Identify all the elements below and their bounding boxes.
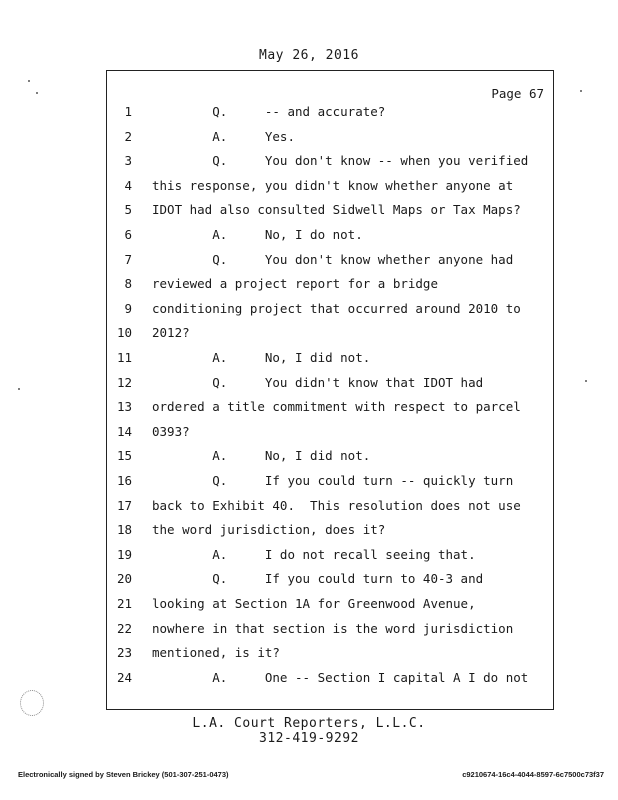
line-text: Q. You don't know -- when you verified — [152, 153, 529, 169]
line-text: the word jurisdiction, does it? — [152, 522, 386, 538]
line-text: A. Yes. — [152, 128, 295, 144]
line-text: Q. If you could turn -- quickly turn — [152, 473, 514, 488]
line-text: Q. -- and accurate? — [152, 104, 386, 119]
line-text: 0393? — [152, 423, 190, 439]
line-number: 11 — [116, 350, 132, 365]
transcript-line — [0, 301, 618, 325]
line-number: 5 — [124, 202, 132, 218]
transcript-line — [0, 596, 618, 620]
document-id: c9210674-16c4-4044-8597-6c7500c73f37 — [462, 770, 604, 779]
reporter-phone: 312-419-9292 — [259, 731, 359, 746]
line-text: A. I do not recall seeing that. — [152, 546, 476, 562]
line-number: 18 — [116, 522, 132, 538]
line-text: this response, you didn't know whether anyone at — [152, 177, 514, 193]
line-text: back to Exhibit 40. This resolution does not use — [152, 497, 521, 513]
line-number: 2 — [124, 128, 132, 144]
transcript-line — [0, 129, 618, 153]
line-text: A. No, I did not. — [152, 350, 371, 365]
transcript-line — [0, 621, 618, 645]
line-text: mentioned, is it? — [152, 645, 280, 661]
transcript-line — [0, 153, 618, 177]
line-number: 17 — [116, 497, 132, 513]
transcript-line — [0, 571, 618, 595]
line-text: conditioning project that occurred around 2010 to — [152, 300, 521, 316]
line-number: 3 — [124, 153, 132, 169]
transcript-line — [0, 375, 618, 399]
page-number: Page 67 — [491, 86, 544, 101]
transcript-line — [0, 522, 618, 546]
line-number: 14 — [116, 423, 132, 439]
line-text: A. No, I did not. — [152, 448, 371, 464]
line-number: 7 — [124, 251, 132, 267]
scan-speck — [585, 380, 587, 382]
line-number: 10 — [116, 325, 132, 341]
transcript-line — [0, 178, 618, 202]
line-text: A. One -- Section I capital A I do not — [152, 669, 529, 685]
line-number: 15 — [116, 448, 132, 464]
scan-speck — [36, 92, 38, 94]
transcript-line — [0, 276, 618, 300]
transcript-line — [0, 498, 618, 522]
line-number: 16 — [116, 473, 132, 488]
line-text: Q. You don't know whether anyone had — [152, 251, 514, 267]
transcript-line — [0, 424, 618, 448]
line-number: 22 — [116, 620, 132, 636]
line-number: 23 — [116, 645, 132, 661]
line-text: Q. You didn't know that IDOT had — [152, 374, 484, 390]
line-number: 1 — [124, 104, 132, 119]
transcript-line — [0, 202, 618, 226]
line-text: A. No, I do not. — [152, 227, 363, 242]
line-number: 24 — [116, 669, 132, 685]
line-number: 6 — [124, 227, 132, 242]
line-number: 4 — [124, 177, 132, 193]
electronic-signature: Electronically signed by Steven Brickey (501-307-251-0473) — [18, 770, 229, 779]
line-number: 8 — [124, 276, 132, 292]
transcript-line — [0, 645, 618, 669]
transcript-line — [0, 227, 618, 251]
transcript-line — [0, 547, 618, 571]
line-number: 21 — [116, 596, 132, 611]
transcript-line — [0, 252, 618, 276]
scan-speck — [28, 80, 30, 82]
scan-circle-mark — [20, 690, 44, 716]
transcript-line — [0, 473, 618, 497]
line-text: Q. If you could turn to 40-3 and — [152, 571, 484, 587]
scan-speck — [18, 388, 20, 390]
line-text: ordered a title commitment with respect to parcel — [152, 399, 521, 415]
transcript-line — [0, 104, 618, 128]
line-number: 20 — [116, 571, 132, 587]
transcript-line — [0, 325, 618, 349]
line-text: nowhere in that section is the word jurisdiction — [152, 620, 514, 636]
line-number: 19 — [116, 546, 132, 562]
scan-speck — [580, 90, 582, 92]
line-text: looking at Section 1A for Greenwood Avenue, — [152, 596, 476, 611]
line-text: 2012? — [152, 325, 190, 341]
transcript-line — [0, 399, 618, 423]
line-text: IDOT had also consulted Sidwell Maps or Tax Maps? — [152, 202, 521, 218]
reporter-company: L.A. Court Reporters, L.L.C. — [192, 716, 426, 731]
line-number: 13 — [116, 399, 132, 415]
transcript-line — [0, 350, 618, 374]
deposition-date: May 26, 2016 — [259, 48, 359, 63]
line-number: 9 — [124, 300, 132, 316]
line-text: reviewed a project report for a bridge — [152, 276, 438, 292]
transcript-line — [0, 670, 618, 694]
line-number: 12 — [116, 374, 132, 390]
transcript-line — [0, 448, 618, 472]
